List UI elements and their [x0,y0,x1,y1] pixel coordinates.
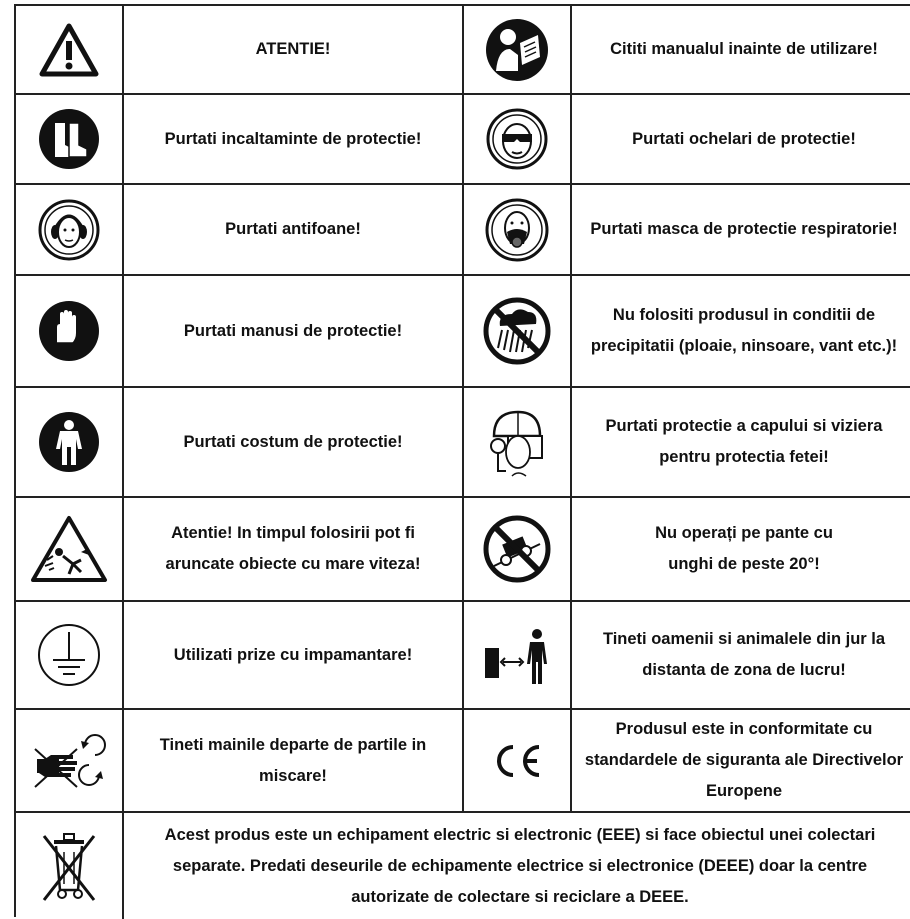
safety-label: Purtati ochelari de protectie! [632,129,856,148]
safety-label: Purtati protectie a capului si viziera pentru protectia fetei! [605,417,883,466]
text-cell [124,388,464,496]
icon-cell [464,710,572,811]
safety-label: Nu operați pe pante cu unghi de peste 20°! [655,524,833,573]
read-manual-icon [484,17,550,83]
text-cell [572,185,910,274]
keep-distance-icon [479,620,555,690]
safety-label: Utilizati prize cu impamantare! [173,645,413,664]
table-row [16,276,910,388]
icon-cell [464,6,572,93]
text-cell [124,498,464,600]
protective-boots-icon [37,107,101,171]
moving-parts-hand-icon [29,725,109,797]
text-cell [572,710,910,811]
text-cell [124,95,464,183]
protective-gloves-icon [37,299,101,363]
icon-cell [16,6,124,93]
safety-label: Purtati antifoane! [225,220,361,238]
safety-label: Tineti oamenii si animalele din jur la distanta de zona de lucru! [602,630,886,679]
table-row [16,498,910,602]
safety-label: Atentie! In timpul folosirii pot fi aruncate obiecte cu mare viteza! [165,524,421,573]
text-cell [572,276,910,386]
icon-cell [16,388,124,496]
safety-label: ATENTIE! [255,40,331,58]
helmet-visor-icon [484,406,550,478]
safety-label: Nu folositi produsul in conditii de precipitatii (ploaie, ninsoare, vant etc.)! [590,306,898,355]
safety-label: Cititi manualul inainte de utilizare! [610,40,878,58]
text-cell [572,602,910,708]
no-slope-icon [482,514,552,584]
text-cell [124,710,464,811]
footer-text-cell [124,813,910,919]
icon-cell [16,185,124,274]
protective-suit-icon [37,410,101,474]
safety-goggles-icon [486,108,548,170]
icon-cell [16,813,124,919]
icon-cell [16,95,124,183]
text-cell [124,276,464,386]
ear-protection-icon [38,199,100,261]
icon-cell [16,276,124,386]
icon-cell [464,388,572,496]
text-cell [124,6,464,93]
text-cell [124,185,464,274]
text-cell [572,6,910,93]
no-rain-icon [482,296,552,366]
flying-objects-warning-icon [29,514,109,584]
icon-cell [464,276,572,386]
text-cell [124,602,464,708]
table-row [16,710,910,813]
icon-cell [464,498,572,600]
icon-cell [16,498,124,600]
safety-label: Purtati masca de protectie respiratorie! [590,220,898,238]
safety-label: Purtati manusi de protectie! [183,321,403,340]
safety-symbols-table [14,4,910,917]
icon-cell [16,602,124,708]
safety-label: Tineti mainile departe de partile in miscare! [159,735,427,785]
text-cell [572,498,910,600]
table-row [16,813,910,919]
icon-cell [464,95,572,183]
table-row [16,6,910,95]
text-cell [572,388,910,496]
table-row [16,602,910,710]
table-row [16,95,910,185]
ce-mark-icon [487,741,547,781]
safety-label: Purtati incaltaminte de protectie! [164,129,422,148]
icon-cell [464,185,572,274]
respirator-mask-icon [485,198,549,262]
weee-disposal-notice: Acest produs este un echipament electric si electronic (EEE) si face obiectul unei colectari separate. Predati deseurile de echipamente electrice si electronice (DEEE) doar la centre autorizate de colectare si reciclare a DEEE. [164,825,876,906]
icon-cell [464,602,572,708]
earth-ground-icon [36,622,102,688]
safety-label: Produsul este in conformitate cu standardele de siguranta ale Directivelor Europene [584,720,904,800]
warning-triangle-icon [39,23,99,77]
icon-cell [16,710,124,811]
safety-label: Purtati costum de protectie! [183,432,403,451]
table-row [16,185,910,276]
crossed-bin-weee-icon [36,828,102,904]
text-cell [572,95,910,183]
table-row [16,388,910,498]
